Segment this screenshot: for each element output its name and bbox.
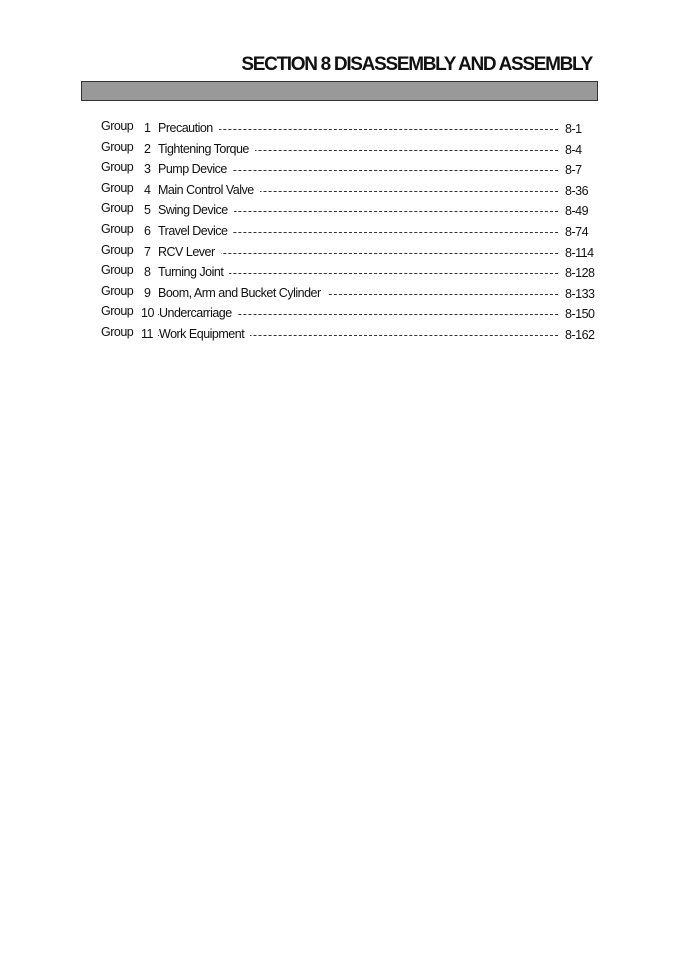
toc-group-label: Group bbox=[101, 221, 134, 236]
toc-page-number[interactable]: 8-74 bbox=[565, 224, 589, 239]
title-bar bbox=[81, 81, 598, 101]
toc-item-undercarriage[interactable] bbox=[101, 302, 598, 323]
toc-item-precaution[interactable] bbox=[101, 117, 598, 138]
toc-page-number[interactable]: 8-133 bbox=[565, 286, 595, 301]
toc-group-label: Group bbox=[101, 139, 134, 154]
toc-group-number: 3 bbox=[144, 162, 151, 177]
toc-group-label: Group bbox=[101, 324, 134, 339]
toc-item-main-control-valve[interactable] bbox=[101, 179, 598, 200]
toc-title[interactable]: Tightening Torque bbox=[158, 142, 255, 156]
toc-title[interactable]: Undercarriage bbox=[159, 306, 238, 320]
toc-group-number: 11 bbox=[141, 326, 153, 341]
toc-group-label: Group bbox=[101, 160, 134, 175]
toc-group-number: 2 bbox=[144, 141, 151, 156]
toc-page-number[interactable]: 8-1 bbox=[565, 122, 582, 136]
toc-title[interactable]: Main Control Valve bbox=[158, 183, 260, 197]
toc-title[interactable]: Swing Device bbox=[158, 203, 234, 217]
toc-group-number: 8 bbox=[144, 265, 151, 280]
toc-title[interactable]: Pump Device bbox=[158, 162, 233, 176]
toc-group-label: Group bbox=[101, 180, 134, 195]
toc-group-label: Group bbox=[101, 242, 134, 257]
toc-group-number: 5 bbox=[144, 203, 151, 218]
toc-item-work-equipment[interactable] bbox=[101, 323, 598, 344]
toc-title[interactable]: Work Equipment bbox=[159, 327, 250, 341]
toc-group-number: 9 bbox=[144, 285, 151, 300]
toc-title[interactable]: Travel Device bbox=[158, 224, 233, 238]
toc-title[interactable]: Boom, Arm and Bucket Cylinder bbox=[158, 286, 327, 300]
toc-item-pump-device[interactable] bbox=[101, 158, 598, 179]
toc-page-number[interactable]: 8-36 bbox=[565, 183, 589, 198]
toc-title[interactable]: RCV Lever bbox=[158, 245, 221, 259]
toc-page-number[interactable]: 8-150 bbox=[565, 307, 595, 322]
toc-item-boom-arm-bucket-cylinder[interactable] bbox=[101, 282, 598, 303]
toc-group-number: 4 bbox=[144, 182, 151, 197]
section-title: SECTION 8 DISASSEMBLY AND ASSEMBLY bbox=[241, 54, 592, 75]
table-of-contents bbox=[101, 117, 598, 344]
toc-group-number: 10 bbox=[141, 306, 154, 321]
toc-title[interactable]: Turning Joint bbox=[158, 265, 229, 279]
toc-group-label: Group bbox=[101, 283, 134, 298]
toc-page-number[interactable]: 8-162 bbox=[565, 327, 595, 342]
toc-page-number[interactable]: 8-49 bbox=[565, 204, 589, 219]
toc-group-label: Group bbox=[101, 119, 134, 133]
toc-title[interactable]: Precaution bbox=[158, 121, 219, 135]
toc-page-number[interactable]: 8-4 bbox=[565, 142, 582, 157]
toc-page-number[interactable]: 8-128 bbox=[565, 266, 595, 281]
toc-group-label: Group bbox=[101, 263, 134, 278]
toc-group-label: Group bbox=[101, 304, 134, 319]
toc-item-turning-joint[interactable] bbox=[101, 261, 598, 282]
toc-item-tightening-torque[interactable] bbox=[101, 138, 598, 159]
toc-group-label: Group bbox=[101, 201, 134, 216]
toc-page-number[interactable]: 8-114 bbox=[565, 245, 594, 260]
toc-group-number: 6 bbox=[144, 223, 151, 238]
toc-group-number: 7 bbox=[144, 244, 151, 259]
toc-item-rcv-lever[interactable] bbox=[101, 241, 598, 262]
toc-group-number: 1 bbox=[144, 121, 151, 135]
toc-item-travel-device[interactable] bbox=[101, 220, 598, 241]
toc-item-swing-device[interactable] bbox=[101, 199, 598, 220]
toc-page-number[interactable]: 8-7 bbox=[565, 163, 582, 178]
